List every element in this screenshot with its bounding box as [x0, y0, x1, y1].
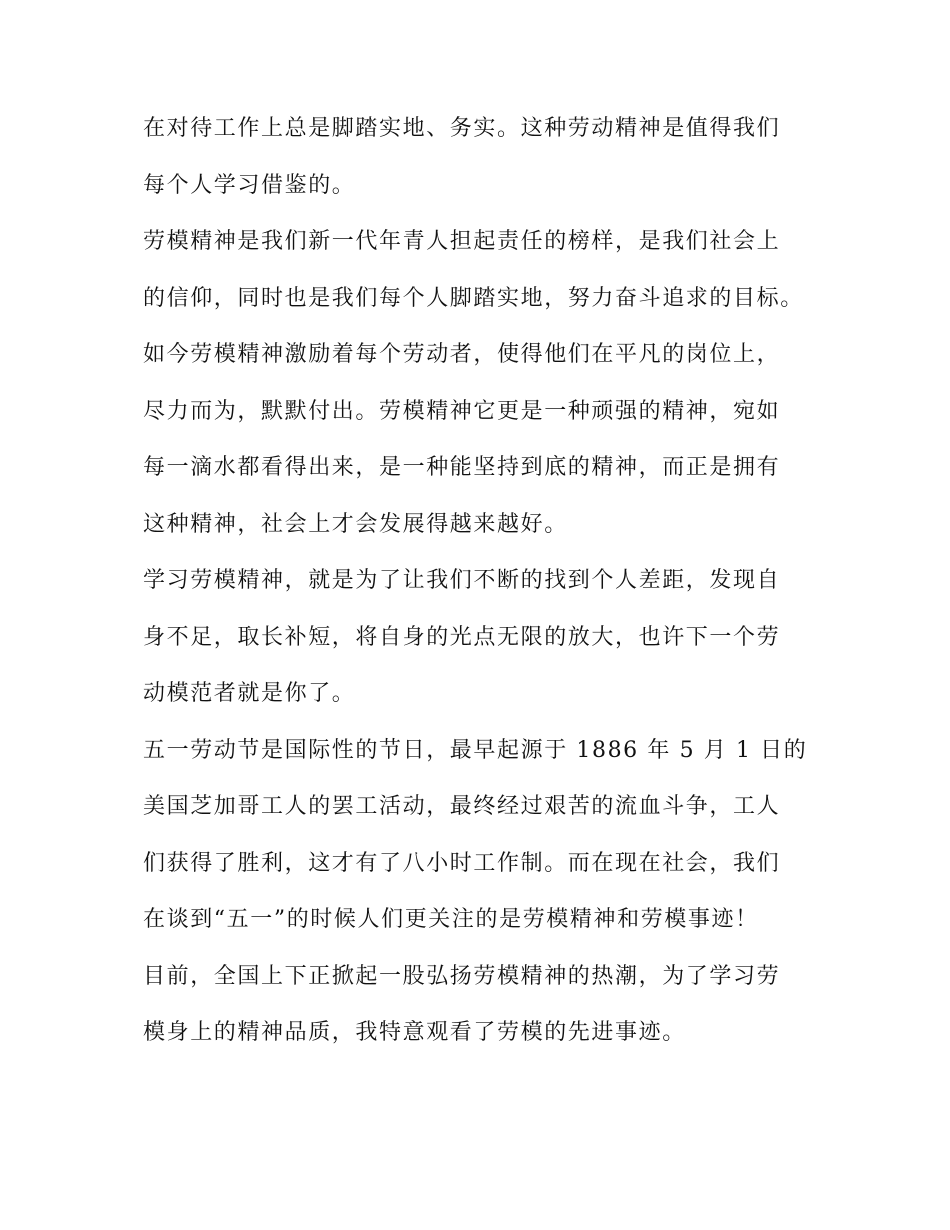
text-line: 每个人学习借鉴的。 [143, 172, 356, 198]
text-line: 们获得了胜利，这才有了八小时工作制。而在现在社会，我们 [143, 850, 781, 876]
text-line: 劳模精神是我们新一代年青人担起责任的榜样，是我们社会上 [143, 229, 781, 254]
text-line: 每一滴水都看得出来，是一种能坚持到底的精神，而正是拥有 [143, 455, 781, 480]
text-line: 尽力而为，默默付出。劳模精神它更是一种顽强的精神，宛如 [143, 398, 781, 424]
text-line: 身不足，取长补短，将自身的光点无限的放大，也许下一个劳 [143, 624, 781, 650]
text-line: 的信仰，同时也是我们每个人脚踏实地，努力奋斗追求的目标。 [143, 285, 804, 311]
document-body [143, 109, 843, 1070]
text-line: 在谈到“五一”的时候人们更关注的是劳模精神和劳模事迹！ [143, 907, 759, 932]
text-line: 这种精神，社会上才会发展得越来越好。 [143, 511, 568, 537]
text-line: 学习劳模精神，就是为了让我们不断的找到个人差距，发现自 [143, 568, 781, 593]
text-line: 如今劳模精神激励着每个劳动者，使得他们在平凡的岗位上， [143, 342, 781, 367]
text-line: 五一劳动节是国际性的节日，最早起源于 1886 年 5 月 1 日的 [143, 737, 808, 763]
text-line: 模身上的精神品质，我特意观看了劳模的先进事迹。 [143, 1020, 686, 1045]
text-line: 在对待工作上总是脚踏实地、务实。这种劳动精神是值得我们 [143, 116, 781, 141]
text-line: 动模范者就是你了。 [143, 681, 356, 706]
text-line: 目前，全国上下正掀起一股弘扬劳模精神的热潮，为了学习劳 [143, 963, 781, 989]
text-line: 美国芝加哥工人的罢工活动，最终经过艰苦的流血斗争，工人 [143, 794, 781, 819]
